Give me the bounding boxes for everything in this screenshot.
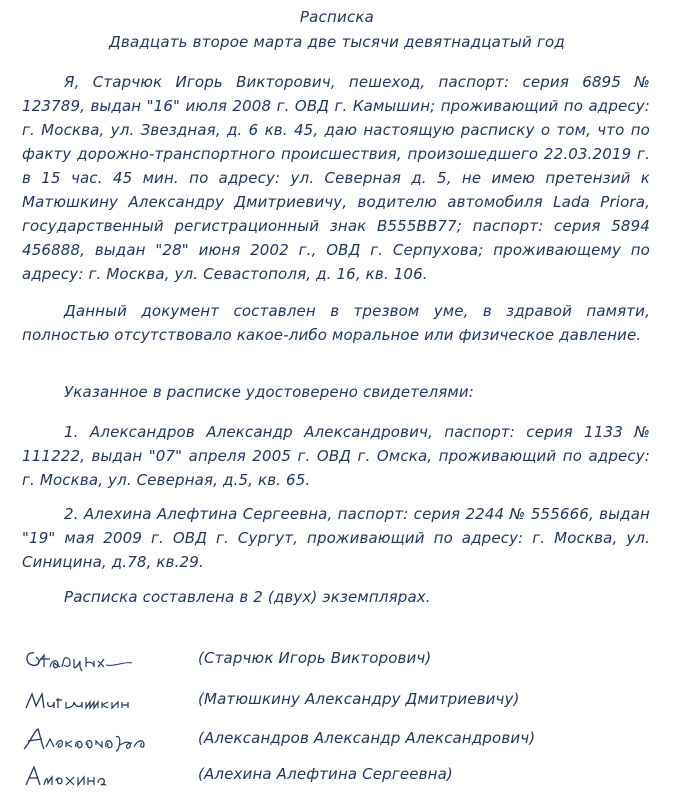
- signatory-name: (Старчюк Игорь Викторович): [198, 649, 432, 667]
- signature-row: [20, 723, 660, 757]
- signature-row: [20, 643, 660, 677]
- signatory-name: (Алехина Алефтина Сергеевна): [198, 765, 453, 783]
- signature-row: [20, 759, 660, 793]
- handwritten-signature-matyushkin: [20, 684, 170, 718]
- witness-2-paragraph: 2. Алехина Алефтина Сергеевна, паспорт: серия 2244 № 555666, выдан "19" мая 2009 г. ОВД г. Сургут, проживающий по адресу: г. Москва, ул. Синицина, д.78, кв.29.: [22, 505, 650, 571]
- copies-paragraph: Расписка составлена в 2 (двух) экземплярах.: [64, 588, 431, 606]
- handwritten-signature-aleksandrov: [20, 723, 170, 757]
- main-paragraph: Я, Старчюк Игорь Викторович, пешеход, паспорт: серия 6895 № 123789, выдан "16" июля 2008 г. ОВД г. Камышин; проживающий по адресу: г. Москва, ул. Звездная, д. 6 кв. 45, даю настоящую расписку о том, что по факту дорожно-транспортного происшествия, произошедшего 22.03.2019 г. в 15 час. 45 мин. по адресу: ул. Северная д. 5, не имею претензий к Матюшкину Александру Дмитриевичу, водителю автомобиля Lada Priora, государственный регистрационный знак В555ВВ77; паспорт: серия 5894 456888, выдан "28" июня 2002 г., ОВД г. Серпухова; проживающему по адресу: г. Москва, ул. Севастополя, д. 16, кв. 106.: [22, 73, 650, 283]
- witness-intro-paragraph: Указанное в расписке удостоверено свидетелями:: [64, 383, 474, 401]
- document-date-line: Двадцать второе марта две тысячи девятнадцатый год: [109, 33, 565, 51]
- document-title: Расписка: [299, 8, 375, 26]
- handwritten-signature-starchuk: [20, 643, 170, 677]
- signature-row: [20, 684, 660, 718]
- handwritten-signature-alekhina: [20, 759, 170, 793]
- signatory-name: (Александров Александр Александрович): [198, 729, 536, 747]
- sober-mind-paragraph: Данный документ составлен в трезвом уме, в здравой памяти, полностью отсутствовало какое-либо моральное или физическое давление.: [22, 302, 650, 344]
- signatory-name: (Матюшкину Александру Дмитриевичу): [198, 690, 520, 708]
- witness-1-paragraph: 1. Александров Александр Александрович, паспорт: серия 1133 № 111222, выдан "07" апреля 2005 г. ОВД г. Омска, проживающий по адресу: г. Москва, ул. Северная, д.5, кв. 65.: [22, 423, 650, 489]
